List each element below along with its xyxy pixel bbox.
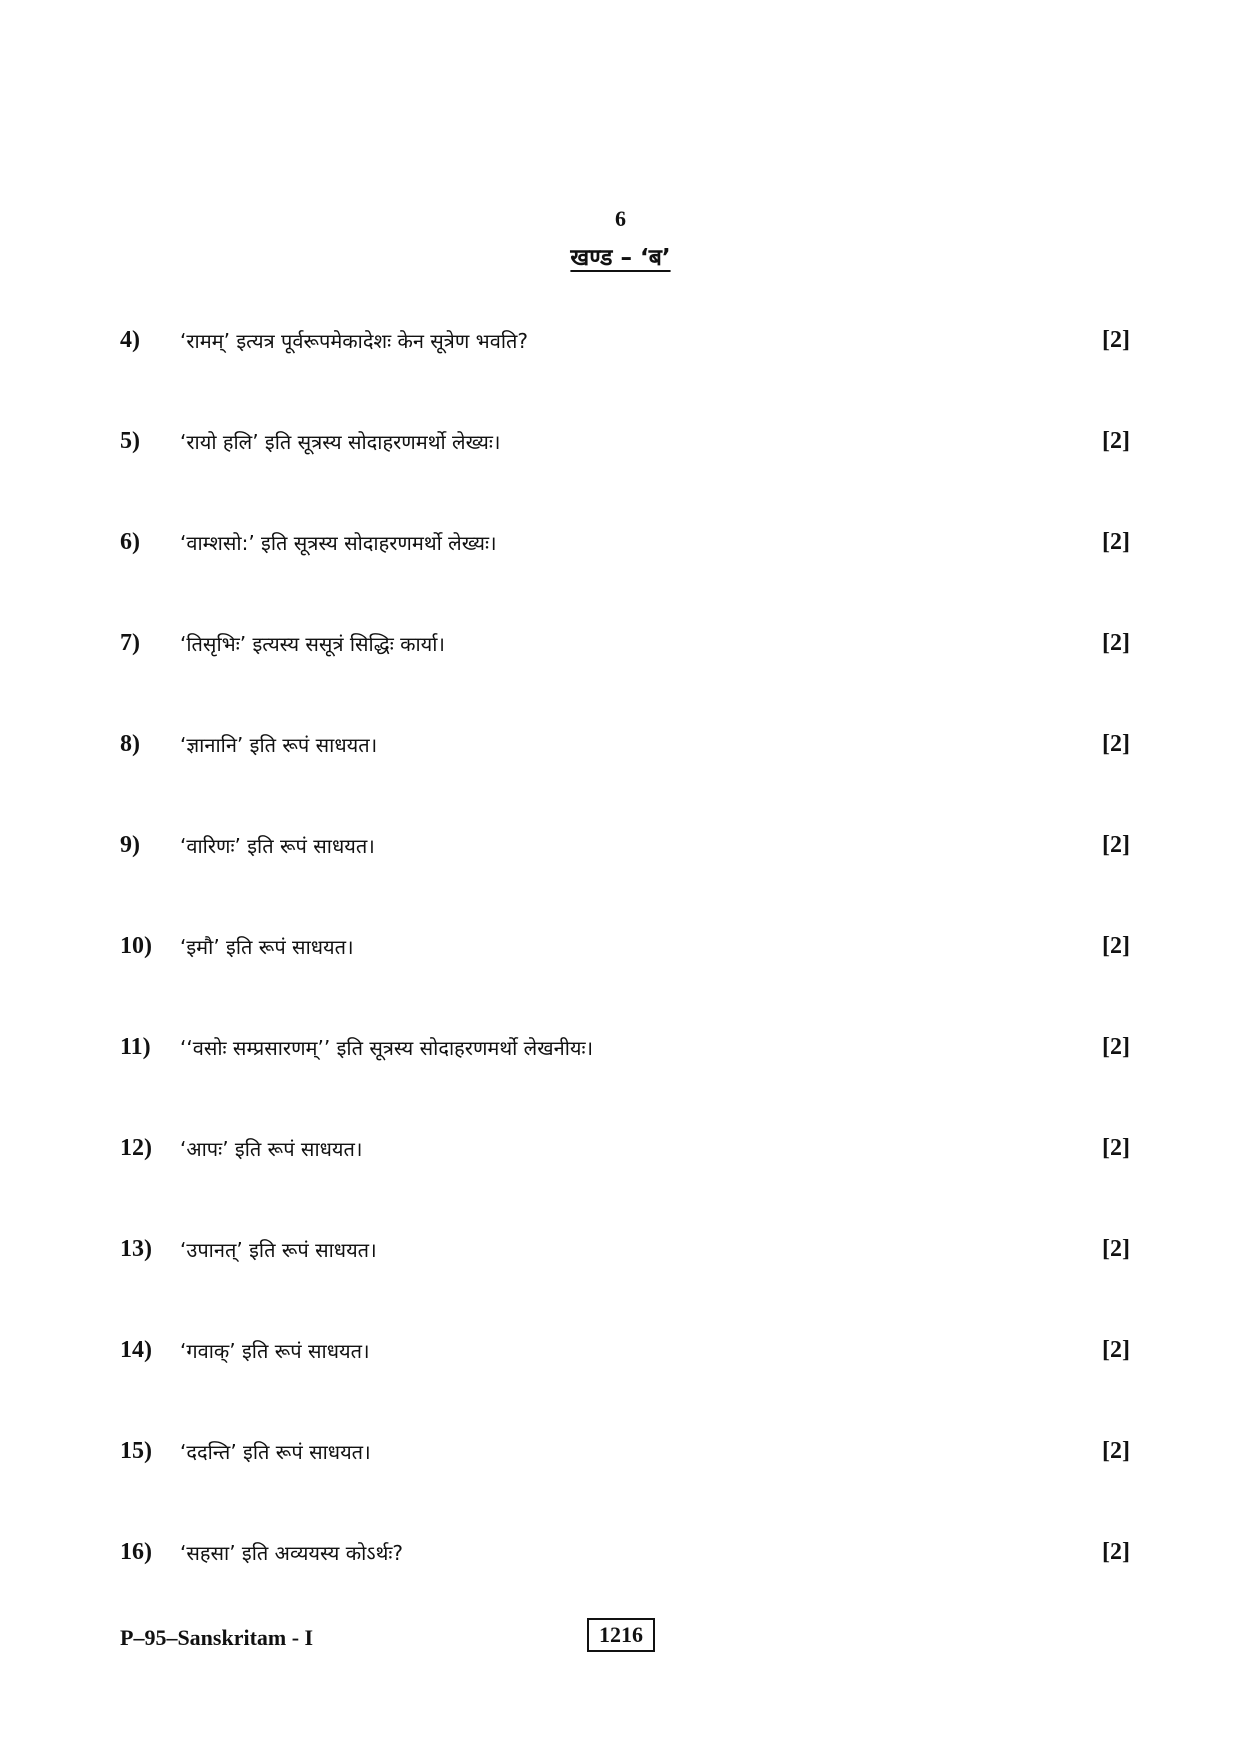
question-text: ‘आपः’ इति रूपं साधयत। — [180, 1136, 363, 1161]
question-text: ‘वाम्शसो:’ इति सूत्रस्य सोदाहरणमर्थो लेख्यः। — [180, 530, 497, 555]
question-number: 11) — [120, 1033, 151, 1060]
question-marks: [2] — [1102, 1336, 1130, 1363]
question-marks: [2] — [1102, 629, 1130, 656]
question-item — [120, 320, 1130, 360]
section-title — [0, 240, 1241, 272]
question-number: 6) — [120, 528, 140, 555]
question-item — [120, 421, 1130, 461]
question-text: ‘ज्ञानानि’ इति रूपं साधयत। — [180, 732, 378, 757]
question-marks: [2] — [1102, 730, 1130, 757]
question-text: ‘इमौ’ इति रूपं साधयत। — [180, 934, 354, 959]
question-marks: [2] — [1102, 932, 1130, 959]
question-marks: [2] — [1102, 1134, 1130, 1161]
question-text: ‘रामम्’ इत्यत्र पूर्वरूपमेकादेशः केन सूत्रेण भवति? — [180, 328, 529, 353]
question-item — [120, 623, 1130, 663]
question-marks: [2] — [1102, 528, 1130, 555]
question-marks: [2] — [1102, 427, 1130, 454]
question-marks: [2] — [1102, 1033, 1130, 1060]
question-text: ‘तिसृभिः’ इत्यस्य ससूत्रं सिद्धिः कार्या। — [180, 631, 446, 656]
question-text: ‘गवाक्’ इति रूपं साधयत। — [180, 1338, 370, 1363]
question-item — [120, 522, 1130, 562]
question-text: ‘‘वसोः सम्प्रसारणम्’’ इति सूत्रस्य सोदाहरणमर्थो लेखनीयः। — [180, 1035, 594, 1060]
question-text: ‘रायो हलि’ इति सूत्रस्य सोदाहरणमर्थो लेख्यः। — [180, 429, 501, 454]
question-marks: [2] — [1102, 1235, 1130, 1262]
question-number: 5) — [120, 427, 140, 454]
question-marks: [2] — [1102, 1538, 1130, 1565]
question-number: 13) — [120, 1235, 152, 1262]
question-item — [120, 1431, 1130, 1471]
question-item — [120, 1128, 1130, 1168]
question-text: ‘उपानत्’ इति रूपं साधयत। — [180, 1237, 377, 1262]
question-number: 10) — [120, 932, 152, 959]
question-item — [120, 1027, 1130, 1067]
question-text: ‘सहसा’ इति अव्ययस्य कोऽर्थः? — [180, 1540, 404, 1565]
page-number: 6 — [615, 206, 626, 231]
question-marks: [2] — [1102, 326, 1130, 353]
paper-code: P–95–Sanskritam - I — [120, 1625, 314, 1650]
question-number: 9) — [120, 831, 140, 858]
question-number: 4) — [120, 326, 140, 353]
page-box-number: 1216 — [587, 1618, 655, 1652]
question-item — [120, 926, 1130, 966]
question-item — [120, 1532, 1130, 1572]
question-number: 16) — [120, 1538, 152, 1565]
question-item — [120, 724, 1130, 764]
question-number: 12) — [120, 1134, 152, 1161]
question-item — [120, 825, 1130, 865]
question-item — [120, 1229, 1130, 1269]
section-title-text: खण्ड – ‘ब’ — [570, 245, 671, 271]
question-text: ‘ददन्ति’ इति रूपं साधयत। — [180, 1439, 371, 1464]
question-text: ‘वारिणः’ इति रूपं साधयत। — [180, 833, 375, 858]
question-number: 8) — [120, 730, 140, 757]
question-marks: [2] — [1102, 831, 1130, 858]
question-number: 7) — [120, 629, 140, 656]
question-number: 15) — [120, 1437, 152, 1464]
question-marks: [2] — [1102, 1437, 1130, 1464]
question-item — [120, 1330, 1130, 1370]
question-number: 14) — [120, 1336, 152, 1363]
